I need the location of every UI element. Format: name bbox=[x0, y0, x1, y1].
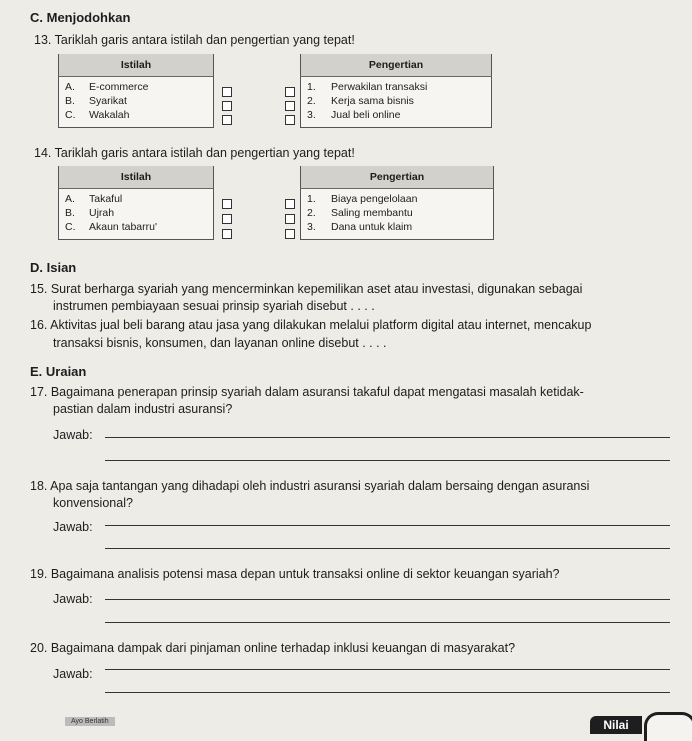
q14-left-dot-a[interactable] bbox=[222, 199, 232, 209]
q14-pengertian-text: Dana untuk klaim bbox=[331, 221, 413, 233]
q14-istilah-letter: A. bbox=[65, 193, 75, 205]
q13-pengertian-text: Perwakilan transaksi bbox=[331, 81, 428, 93]
q14-left-dot-b[interactable] bbox=[222, 214, 232, 224]
q13-right-dot-3[interactable] bbox=[285, 115, 295, 125]
q16-line1: 16. Aktivitas jual beli barang atau jasa yang dilakukan melalui platform digital atau internet, mencakup bbox=[30, 318, 592, 332]
q14-istilah-term: Ujrah bbox=[89, 207, 115, 219]
score-box[interactable] bbox=[644, 712, 692, 741]
q13-istilah-header: Istilah bbox=[59, 54, 214, 77]
section-d-title: D. Isian bbox=[30, 260, 77, 275]
q15-line1: 15. Surat berharga syariah yang mencerminkan kepemilikan aset atau investasi, digunakan sebagai bbox=[30, 282, 583, 296]
q14-right-dot-3[interactable] bbox=[285, 229, 295, 239]
q14-istilah-table bbox=[58, 166, 214, 240]
q14-istilah-term: Akaun tabarru' bbox=[89, 221, 157, 233]
score-label: Nilai bbox=[590, 716, 642, 734]
q17-answer-label: Jawab: bbox=[53, 428, 93, 442]
q19-answer-line-2[interactable] bbox=[105, 622, 670, 623]
q13-right-dot-1[interactable] bbox=[285, 87, 295, 97]
footer-section-label: Ayo Berlatih bbox=[65, 717, 115, 726]
q17-line2: pastian dalam industri asuransi? bbox=[53, 402, 233, 416]
q13-istilah-letter: B. bbox=[65, 95, 75, 107]
q18-answer-line-2[interactable] bbox=[105, 548, 670, 549]
section-c-title: C. Menjodohkan bbox=[30, 10, 131, 25]
q13-istilah-letter: C. bbox=[65, 109, 76, 121]
q13-pengertian-num: 2. bbox=[307, 95, 316, 107]
q14-istilah-letter: C. bbox=[65, 221, 76, 233]
q13-istilah-table bbox=[58, 54, 214, 128]
q13-pengertian-table bbox=[300, 54, 492, 128]
q14-pengertian-text: Saling membantu bbox=[331, 207, 413, 219]
q13-istilah-term: Syarikat bbox=[89, 95, 127, 107]
q14-pengertian-header: Pengertian bbox=[301, 166, 494, 189]
q14-right-dot-2[interactable] bbox=[285, 214, 295, 224]
q16-line2: transaksi bisnis, konsumen, dan layanan online disebut . . . . bbox=[53, 336, 387, 350]
q13-pengertian-num: 3. bbox=[307, 109, 316, 121]
q13-pengertian-text: Kerja sama bisnis bbox=[331, 95, 414, 107]
q19-answer-label: Jawab: bbox=[53, 592, 93, 606]
q14-istilah-term: Takaful bbox=[89, 193, 123, 205]
q19-answer-line-1[interactable] bbox=[105, 599, 670, 600]
q18-line1: 18. Apa saja tantangan yang dihadapi oleh industri asuransi syariah dalam bersaing dengan asuransi bbox=[30, 479, 590, 493]
q13-left-dot-a[interactable] bbox=[222, 87, 232, 97]
q13-pengertian-text: Jual beli online bbox=[331, 109, 401, 121]
q14-istilah-header: Istilah bbox=[59, 166, 214, 189]
q14-pengertian-num: 1. bbox=[307, 193, 316, 205]
q17-answer-line-2[interactable] bbox=[105, 460, 670, 461]
q14-pengertian-table bbox=[300, 166, 494, 240]
q18-answer-line-1[interactable] bbox=[105, 525, 670, 526]
q20-answer-label: Jawab: bbox=[53, 667, 93, 681]
q14-pengertian-text: Biaya pengelolaan bbox=[331, 193, 418, 205]
q18-line2: konvensional? bbox=[53, 496, 133, 510]
q20-answer-line-1[interactable] bbox=[105, 669, 670, 670]
q17-answer-line-1[interactable] bbox=[105, 437, 670, 438]
q15-line2: instrumen pembiayaan sesuai prinsip syariah disebut . . . . bbox=[53, 299, 375, 313]
q13-pengertian-num: 1. bbox=[307, 81, 316, 93]
q13-text: 13. Tariklah garis antara istilah dan pengertian yang tepat! bbox=[34, 33, 355, 47]
q20-answer-line-2[interactable] bbox=[105, 692, 670, 693]
q13-left-dot-b[interactable] bbox=[222, 101, 232, 111]
q13-istilah-term: Wakalah bbox=[89, 109, 130, 121]
q14-left-dot-c[interactable] bbox=[222, 229, 232, 239]
q13-right-dot-2[interactable] bbox=[285, 101, 295, 111]
q14-text: 14. Tariklah garis antara istilah dan pengertian yang tepat! bbox=[34, 146, 355, 160]
q20-line1: 20. Bagaimana dampak dari pinjaman online terhadap inklusi keuangan di masyarakat? bbox=[30, 641, 516, 655]
q18-answer-label: Jawab: bbox=[53, 520, 93, 534]
q13-left-dot-c[interactable] bbox=[222, 115, 232, 125]
q13-pengertian-header: Pengertian bbox=[301, 54, 492, 77]
q14-right-dot-1[interactable] bbox=[285, 199, 295, 209]
q14-pengertian-num: 3. bbox=[307, 221, 316, 233]
q17-line1: 17. Bagaimana penerapan prinsip syariah dalam asuransi takaful dapat mengatasi masalah ketidak- bbox=[30, 385, 584, 399]
q14-pengertian-num: 2. bbox=[307, 207, 316, 219]
section-e-title: E. Uraian bbox=[30, 364, 87, 379]
q19-line1: 19. Bagaimana analisis potensi masa depan untuk transaksi online di sektor keuangan syariah? bbox=[30, 567, 560, 581]
q14-istilah-letter: B. bbox=[65, 207, 75, 219]
q13-istilah-letter: A. bbox=[65, 81, 75, 93]
q13-istilah-term: E-commerce bbox=[89, 81, 149, 93]
